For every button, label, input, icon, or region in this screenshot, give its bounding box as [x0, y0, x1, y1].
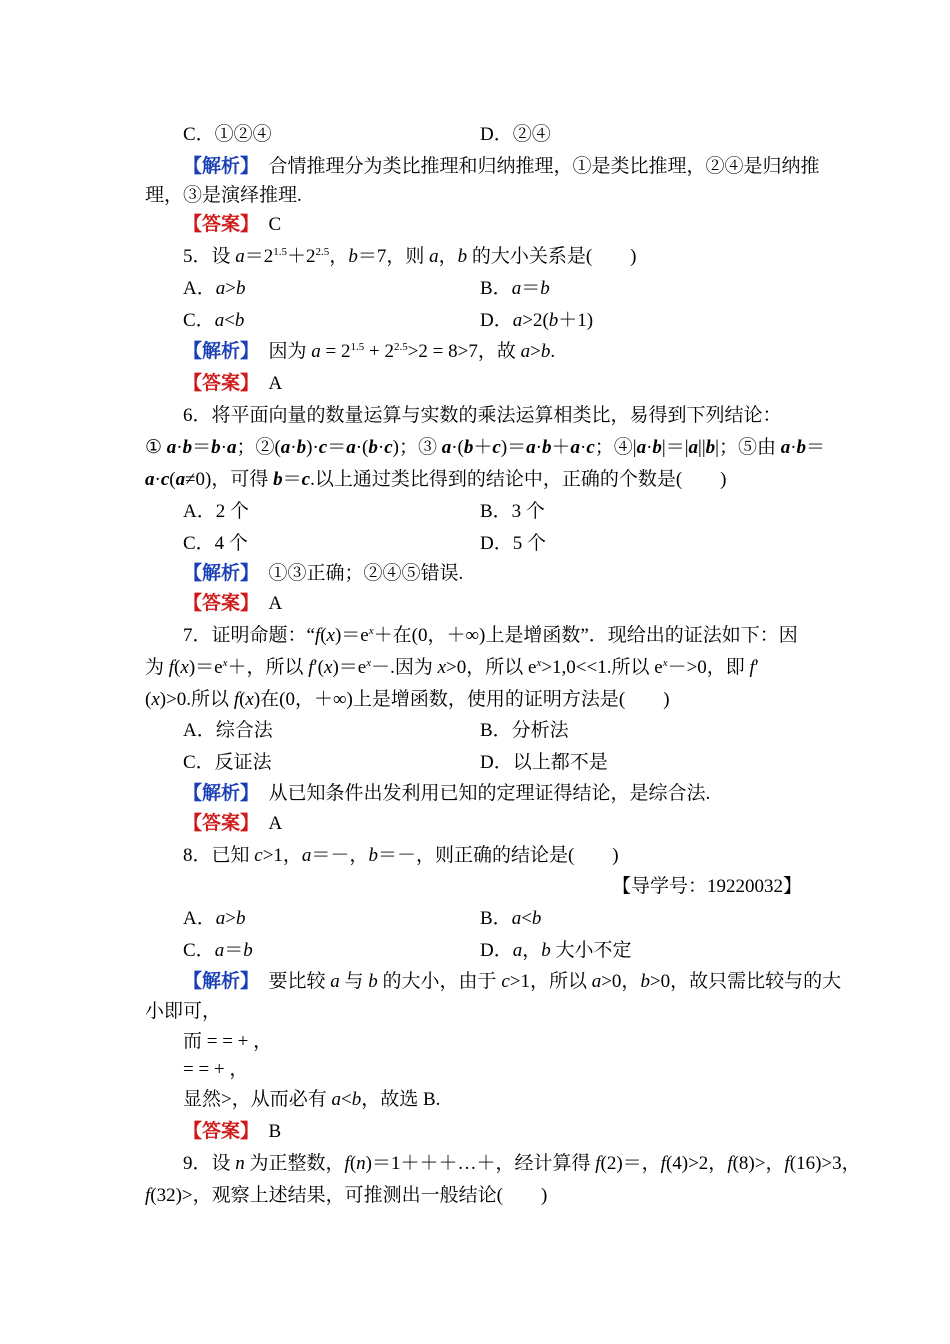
option-b: B．a<b: [480, 908, 542, 929]
option-c: C．a<b: [183, 310, 245, 331]
answer-text: B: [249, 1121, 282, 1142]
answer-line: [183, 1120, 281, 1144]
answer-tag: 【答案】: [183, 813, 250, 834]
answer-tag: 【答案】: [183, 593, 250, 614]
answer-text: A: [249, 593, 283, 614]
guide-number: 【导学号：19220032】: [612, 876, 803, 897]
analysis-tag: 【解析】: [183, 783, 250, 804]
option-d: D．②④: [480, 124, 551, 145]
option-d: D．5 个: [480, 533, 546, 554]
answer-tag: 【答案】: [183, 1121, 250, 1142]
analysis-line: [183, 562, 463, 586]
option-b: B．a＝b: [480, 278, 550, 299]
analysis-line: 小即可，: [145, 1001, 222, 1022]
option-b: B．3 个: [480, 501, 545, 522]
analysis-tag: 【解析】: [183, 563, 250, 584]
option-d: D．以上都不是: [480, 752, 608, 773]
answer-line: [183, 812, 282, 836]
analysis-line: 显然>，从而必有 a<b，故选 B.: [183, 1089, 441, 1110]
option-c: C．4 个: [183, 533, 248, 554]
analysis-tag: 【解析】: [183, 341, 250, 362]
option-a: A．综合法: [183, 720, 273, 741]
option-c: C．反证法: [183, 752, 272, 773]
question-7: 7．证明命题：“$f(x)=e^x+$在(0，＋∞)上是增函数”．现给出的证法如下：因: [183, 625, 798, 646]
question-6-line: a·c(a≠0)，可得 b＝c.以上通过类比得到的结论中，正确的个数是( ): [145, 469, 727, 490]
answer-text: A: [249, 813, 283, 834]
question-8: 8．已知 c>1，a＝－，b＝－，则正确的结论是( ): [183, 845, 619, 866]
analysis-tag: 【解析】: [183, 156, 250, 177]
analysis-line: = = + ，: [183, 1059, 249, 1080]
analysis-line: [183, 782, 710, 806]
question-9: 9．设 n 为正整数，f(n)＝1＋＋＋…＋，经计算得 f(2)＝，f(4)>2，f(8)>，f(16)>3，: [183, 1153, 861, 1174]
question-6: 6．将平面向量的数量运算与实数的乘法运算相类比，易得到下列结论：: [183, 405, 782, 426]
analysis-text: 从已知条件出发利用已知的定理证得结论，是综合法.: [249, 783, 711, 804]
answer-tag: 【答案】: [183, 214, 250, 235]
option-a: A．a>b: [183, 278, 246, 299]
analysis-line: 理，③是演绎推理.: [145, 185, 302, 206]
answer-line: 【答案】 C: [183, 214, 282, 235]
analysis-text: ①③正确；②④⑤错误.: [249, 563, 464, 584]
answer-line: 【答案】 A: [183, 373, 283, 394]
answer-tag: 【答案】: [183, 373, 250, 394]
analysis-line: 而 = = + ，: [183, 1031, 273, 1052]
option-d: D．a>2(b＋1): [480, 310, 594, 331]
question-7-line: 为 $f(x)=e^x+$，所以 $f'(x)=e^x-$.因为 x>0，所以 $e^x>1,0<<1$.所以 $e^x->0$，即 f′: [145, 657, 759, 678]
question-5: 5．设 $a=2^{1.5}+2^{2.5}$，b＝7，则 a，b 的大小关系是( ): [183, 246, 637, 267]
analysis-tag: 【解析】: [183, 971, 250, 992]
option-a: A．2 个: [183, 501, 249, 522]
question-9-line: f(32)>，观察上述结果，可推测出一般结论( ): [145, 1185, 548, 1206]
question-6-line: ① a·b＝b·a；②(a·b)·c＝a·(b·c)；③ a·(b＋c)＝a·b＋a·c；④|a·b|＝|a||b|；⑤由 a·b＝: [145, 437, 826, 458]
option-c: C．①②④: [183, 124, 272, 145]
option-b: B．分析法: [480, 720, 569, 741]
question-7-line: (x)>0.所以 f(x)在(0，＋∞)上是增函数，使用的证明方法是( ): [145, 689, 670, 710]
option-d: D．a，b 大小不定: [480, 940, 632, 961]
analysis-line: 【解析】 合情推理分为类比推理和归纳推理，①是类比推理，②④是归纳推: [183, 156, 820, 177]
analysis-line: 【解析】 因为 $a = 2^{1.5} + 2^{2.5}>2 = 8>7$，故 a>b.: [183, 341, 556, 362]
option-a: A．a>b: [183, 908, 246, 929]
answer-line: [183, 592, 282, 616]
option-c: C．a＝b: [183, 940, 253, 961]
analysis-line: 【解析】 要比较 a 与 b 的大小，由于 c>1，所以 a>0，b>0，故只需比较与的大: [183, 971, 842, 992]
